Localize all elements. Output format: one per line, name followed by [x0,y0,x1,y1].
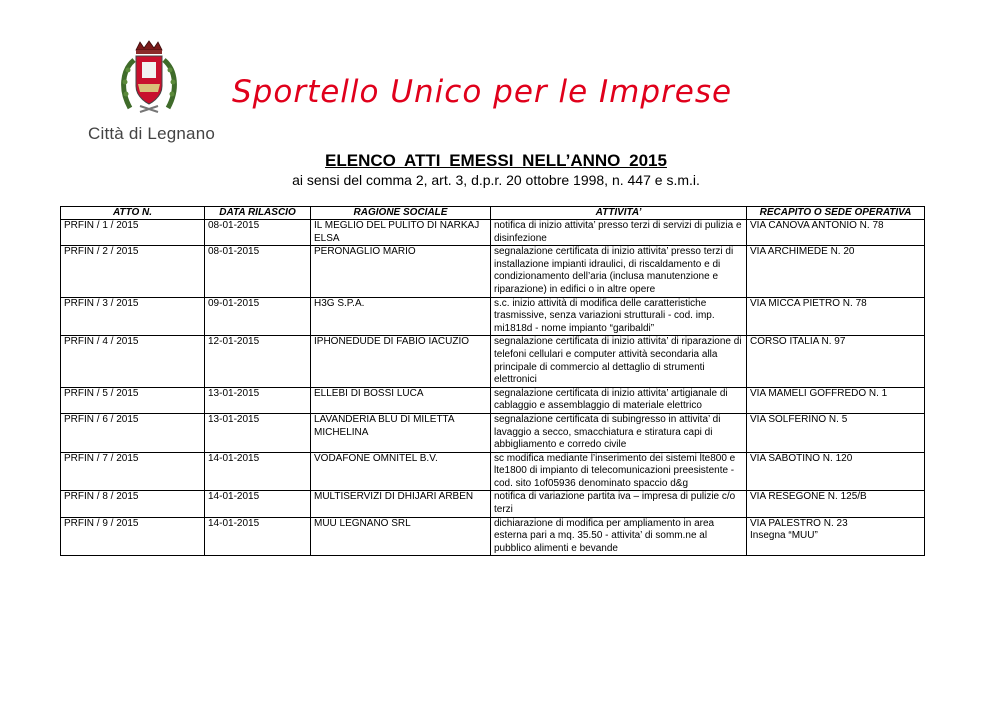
cell-data: 08-01-2015 [205,246,311,297]
cell-recapito: VIA CANOVA ANTONIO N. 78 [747,220,925,246]
table-row [61,220,925,246]
cell-ragione: IPHONEDUDE DI FABIO IACUZIO [311,336,491,387]
cell-data: 13-01-2015 [205,387,311,413]
cell-ragione: IL MEGLIO DEL PULITO DI NARKAJ ELSA [311,220,491,246]
cell-recapito-address: VIA PALESTRO N. 23 [750,517,848,529]
cell-ragione: PERONAGLIO MARIO [311,246,491,297]
cell-recapito: VIA MICCA PIETRO N. 78 [747,297,925,336]
cell-atto: PRFIN / 5 / 2015 [61,387,205,413]
cell-recapito: CORSO ITALIA N. 97 [747,336,925,387]
cell-data: 12-01-2015 [205,336,311,387]
table-row [61,246,925,297]
cell-recapito [747,517,925,556]
cell-data: 13-01-2015 [205,413,311,452]
cell-attivita: sc modifica mediante l’inserimento dei sistemi lte800 e lte1800 di impianto di telecomunicazioni preesistente - cod. sito 1of05936 denominato spaccio d&g [491,452,747,491]
cell-ragione: LAVANDERIA BLU DI MILETTA MICHELINA [311,413,491,452]
cell-atto: PRFIN / 9 / 2015 [61,517,205,556]
table-row [61,517,925,556]
cell-data: 09-01-2015 [205,297,311,336]
logo-text: Città di Legnano [88,124,216,143]
cell-attivita: segnalazione certificata di subingresso in attivita’ di lavaggio a secco, smacchiatura e stiratura capi di abbigliamento e corredo civile [491,413,747,452]
cell-data: 14-01-2015 [205,517,311,556]
table-header-row [61,207,925,220]
cell-ragione: MUU LEGNANO SRL [311,517,491,556]
cell-attivita: segnalazione certificata di inizio attivita’ di riparazione di telefoni cellulari e computer attività secondaria alla principale di commercio al dettaglio di strumenti elettronici [491,336,747,387]
cell-attivita: segnalazione certificata di inizio attivita’ presso terzi di installazione impianti idraulici, di riscaldamento e di condizionamento dell’aria (inclusa manutenzione e riparazione) in edifici o in altre opere [491,246,747,297]
col-header-attivita: ATTIVITA’ [491,207,747,220]
col-header-data: DATA RILASCIO [205,207,311,220]
cell-attivita: segnalazione certificata di inizio attivita’ artigianale di cablaggio e assemblaggio di materiale elettrico [491,387,747,413]
col-header-atto: ATTO N. [61,207,205,220]
coat-of-arms-icon [116,40,182,122]
cell-recapito: VIA SABOTINO N. 120 [747,452,925,491]
cell-data: 14-01-2015 [205,452,311,491]
table-row [61,452,925,491]
cell-atto: PRFIN / 1 / 2015 [61,220,205,246]
cell-ragione: H3G S.P.A. [311,297,491,336]
cell-atto: PRFIN / 8 / 2015 [61,491,205,517]
acts-table [60,206,925,556]
cell-data: 14-01-2015 [205,491,311,517]
cell-recapito: VIA MAMELI GOFFREDO N. 1 [747,387,925,413]
cell-atto: PRFIN / 4 / 2015 [61,336,205,387]
table-row [61,387,925,413]
cell-attivita: notifica di inizio attivita’ presso terzi di servizi di pulizia e disinfezione [491,220,747,246]
cell-attivita: dichiarazione di modifica per ampliamento in area esterna pari a mq. 35.50 - attivita’ di somm.ne al pubblico alimenti e bevande [491,517,747,556]
cell-data: 08-01-2015 [205,220,311,246]
cell-attivita: notifica di variazione partita iva – impresa di pulizie c/o terzi [491,491,747,517]
table-row [61,413,925,452]
col-header-recapito: RECAPITO O SEDE OPERATIVA [747,207,925,220]
cell-recapito: VIA RESEGONE N. 125/B [747,491,925,517]
page-title: Sportello Unico per le Imprese [232,74,733,110]
cell-atto: PRFIN / 6 / 2015 [61,413,205,452]
city-logo [84,40,214,155]
cell-ragione: ELLEBI DI BOSSI LUCA [311,387,491,413]
table-row [61,297,925,336]
cell-recapito: VIA SOLFERINO N. 5 [747,413,925,452]
cell-atto: PRFIN / 7 / 2015 [61,452,205,491]
col-header-ragione: RAGIONE SOCIALE [311,207,491,220]
cell-atto: PRFIN / 3 / 2015 [61,297,205,336]
cell-ragione: VODAFONE OMNITEL B.V. [311,452,491,491]
cell-attivita: s.c. inizio attività di modifica delle caratteristiche trasmissive, senza variazioni strutturali - cod. imp. mi1818d - nome impianto “garibaldi” [491,297,747,336]
cell-ragione: MULTISERVIZI DI DHIJARI ARBEN [311,491,491,517]
cell-recapito: VIA ARCHIMEDE N. 20 [747,246,925,297]
table-row [61,336,925,387]
cell-recapito-sign: Insegna “MUU” [750,530,818,542]
document-subtitle: ai sensi del comma 2, art. 3, d.p.r. 20 ottobre 1998, n. 447 e s.m.i. [292,172,700,188]
document-title: ELENCO ATTI EMESSI NELL’ANNO 2015 [325,151,667,170]
table-row [61,491,925,517]
cell-atto: PRFIN / 2 / 2015 [61,246,205,297]
